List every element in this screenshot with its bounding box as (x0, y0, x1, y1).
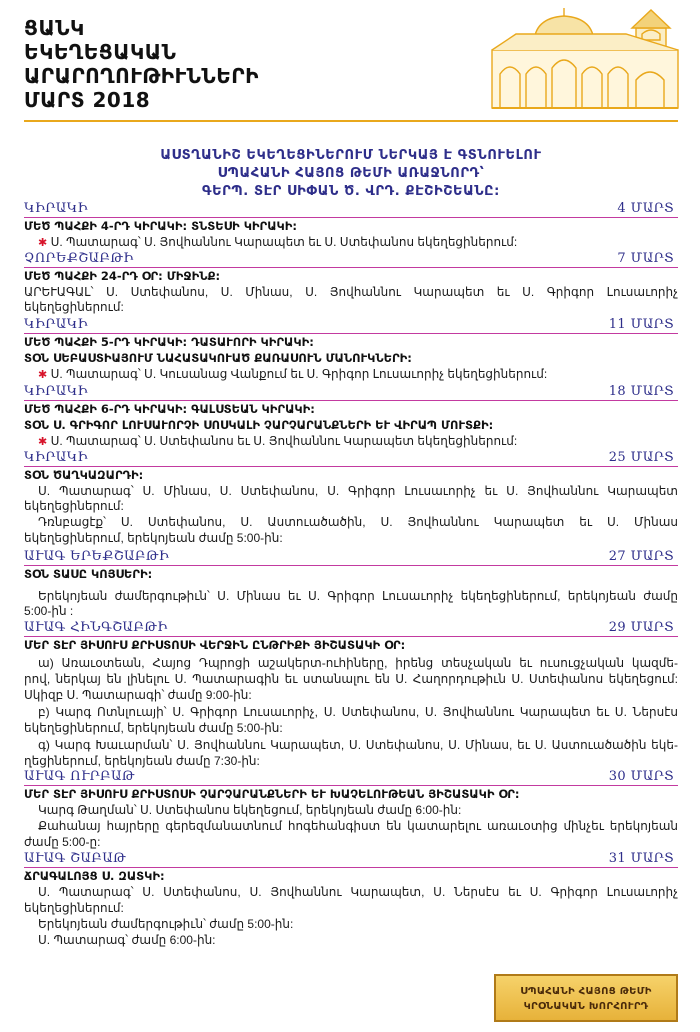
schedule-day-row (24, 768, 678, 786)
schedule-day-row (24, 548, 678, 566)
footer-line: ՍՊԱՀԱՆԻ ՀԱՅՈՑ ԹԵՄԻ (520, 986, 652, 997)
header-divider (24, 120, 678, 122)
headline-line: ԱՍՏՂԱՆԻՇ ԵԿԵՂԵՑԻՆԵՐՈՒՄ ՆԵՐԿԱՅ Է ԳՏՆՈՒԵԼՈՒ (160, 148, 542, 163)
title-line: ՑԱՆԿ (24, 16, 85, 40)
service-line: եկեղեցիներում, երեկոյեան ժամը 5:00-ին: (24, 531, 283, 545)
feast-title: ՄԵԾ ՊԱՀՔԻ 5-ՐԴ ԿԻՐԱԿԻ: ԴԱՏԱՒՈՐԻ ԿԻՐԱԿԻ: (24, 335, 314, 349)
day-date: 27 ՄԱՐՏ (608, 549, 674, 564)
feast-title: ՄԵԾ ՊԱՀՔԻ 24-ՐԴ ՕՐ: ՄԻՋԻՆՔ: (24, 269, 221, 283)
service-line: ղեցիներում, երեկոյեան ժամը 7:30-ին: (24, 754, 260, 768)
service-text: Ս. Պատարագ՝ Ս. Յովհաննու Կարապետ եւ Ս. Ստեփանոս եկեղեցիներում: (50, 235, 518, 249)
star-icon: ✱ (38, 369, 48, 381)
service-line: Երեկոյեան ժամերգութիւն՝ Ս. Մինաս եւ Ս. Գրիգոր Լուսաւորիչ եկեղեցիներում, երեկոյեան ժամը (38, 589, 678, 603)
footer-badge (494, 974, 678, 1022)
service-line: րով, ներկայ են լինելու Ս. Պատարագին եւ ստանալու են Ս. Հաղորդութիւն Ս. Ստեփանոս եկեղեցում: (24, 672, 678, 686)
service-line: Ս. Պատարագ՝ ժամը 6:00-ին: (38, 933, 216, 947)
service-line: եկեղեցիներում: (24, 300, 124, 314)
service-line: Սկիզբ Ս. Պատարագի՝ ժամը 9:00-ին: (24, 688, 252, 702)
feast-title: ՄԵԾ ՊԱՀՔԻ 6-ՐԴ ԿԻՐԱԿԻ: ԳԱԼՍՏԵԱՆ ԿԻՐԱԿԻ: (24, 402, 315, 416)
church-illustration (486, 4, 686, 116)
service-line: եկեղեցիներում, երեկոյեան ժամը 5:00-ին: (24, 721, 283, 735)
service-line: Կարգ Թաղման՝ Ս. Ստեփանոս եկեղեցում, երեկոյեան ժամը 6:00-ին: (38, 803, 462, 817)
service-line: Երեկոյեան ժամերգութիւն՝ ժամը 5:00-ին: (38, 917, 294, 931)
day-name: ԱՒԱԳ ԵՐԵՔՇԱԲԹԻ (24, 549, 170, 564)
day-name: ԱՒԱԳ ՀԻՆԳՇԱԲԹԻ (24, 620, 168, 635)
schedule-day-row (24, 619, 678, 637)
day-date: 7 ՄԱՐՏ (617, 251, 674, 266)
day-name: ԿԻՐԱԿԻ (24, 201, 88, 216)
day-date: 11 ՄԱՐՏ (608, 317, 674, 332)
star-icon: ✱ (38, 436, 48, 448)
page-title (24, 16, 259, 112)
schedule-day-row (24, 200, 678, 218)
day-name: ԿԻՐԱԿԻ (24, 450, 88, 465)
day-date: 4 ՄԱՐՏ (617, 201, 674, 216)
feast-title: ՃՐԱԳԱԼՈՅՑ Ս. ԶԱՏԿԻ: (24, 869, 165, 883)
title-line: ԵԿԵՂԵՑԱԿԱՆ (24, 40, 177, 64)
feast-title: ՏՕՆ ԾԱՂԿԱԶԱՐԴԻ: (24, 468, 144, 482)
day-date: 29 ՄԱՐՏ (608, 620, 674, 635)
day-name: ՉՈՐԵՔՇԱԲԹԻ (24, 251, 134, 266)
headline-line: ՍՊԱՀԱՆԻ ՀԱՅՈՑ ԹԵՄԻ ԱՌԱՋՆՈՐԴ՝ (217, 166, 485, 181)
feast-title: ՏՕՆ ՏԱՍԸ ԿՈՅՍԵՐԻ: (24, 567, 153, 581)
service-line: Ս. Պատարագ՝ Ս. Ստեփանոս, Ս. Յովհաննու Կարապետ, Ս. Ներսէս եւ Ս. Գրիգոր Լուսաւորիչ (38, 885, 678, 899)
schedule-day-row (24, 250, 678, 268)
day-date: 30 ՄԱՐՏ (608, 769, 674, 784)
headline-line: ԳԵՐՊ. ՏԷՐ ՍԻՓԱՆ Ծ. ՎՐԴ. ՔԷՇԻՇԵԱՆԸ: (202, 184, 500, 199)
feast-title: ՄԵԾ ՊԱՀՔԻ 4-ՐԴ ԿԻՐԱԿԻ: ՏՆՏԵՍԻ ԿԻՐԱԿԻ: (24, 219, 298, 233)
service-line: եկեղեցիներում: (24, 499, 124, 513)
feast-title: ՏՕՆ Ս. ԳՐԻԳՈՐ ԼՈՒՍԱՒՈՐՉԻ ՍՈՍԿԱԼԻ ՉԱՐՉԱՐԱՆՔՆԵՐԻ ԵՒ ՎԻՐԱՊ ՄՈՒՏՔԻ: (24, 418, 494, 432)
feast-title: ՄԵՐ ՏԷՐ ՅԻՍՈՒՍ ՔՐԻՍՏՈՍԻ ՎԵՐՋԻՆ ԸՆԹՐԻՔԻ ՅԻՇԱՏԱԿԻ ՕՐ: (24, 638, 406, 652)
footer-line: ԿՐՕՆԱԿԱՆ ԽՈՐՀՈՒՐԴ (523, 1001, 649, 1012)
service-line: Քահանայ հայրերը գերեզմանատնում հոգեհանգիստ են կատարելու առաւօտից մինչեւ երեկոյեան (38, 819, 678, 833)
service-line: 5:00-ին : (24, 604, 74, 618)
star-icon: ✱ (38, 237, 48, 249)
day-name: ԱՒԱԳ ՈՒՐԲԱԹ (24, 769, 135, 784)
service-text: Ս. Պատարագ՝ Ս. Ստեփանոս եւ Ս. Յովհաննու Կարապետ եկեղեցիներում: (50, 434, 518, 448)
day-date: 18 ՄԱՐՏ (608, 384, 674, 399)
service-line: Դռնբացէք՝ Ս. Ստեփանոս, Ս. Աստուածածին, Ս. Յովհաննու Կարապետ եւ Ս. Մինաս (38, 515, 678, 529)
day-date: 25 ՄԱՐՏ (608, 450, 674, 465)
schedule-day-row (24, 850, 678, 868)
service-line: եկեղեցիներում: (24, 901, 124, 915)
day-name: ԿԻՐԱԿԻ (24, 317, 88, 332)
day-date: 31 ՄԱՐՏ (608, 851, 674, 866)
service-line: գ) Կարգ Խաւարման՝ Ս. Յովհաննու Կարապետ, Ս. Ստեփանոս, Ս. Մինաս, եւ Ս. Աստուածածին եկե- (38, 738, 678, 752)
service-line: Ս. Պատարագ՝ Ս. Մինաս, Ս. Ստեփանոս, Ս. Գրիգոր Լուսաւորիչ եւ Ս. Յովհաննու Կարապետ (38, 484, 678, 498)
feast-title: ՄԵՐ ՏԷՐ ՅԻՍՈՒՍ ՔՐԻՍՏՈՍԻ ՉԱՐՉԱՐԱՆՔՆԵՐԻ ԵՒ ԽԱՉԵԼՈՒԹԵԱՆ ՅԻՇԱՏԱԿԻ ՕՐ: (24, 787, 520, 801)
service-line: բ) Կարգ Ոտնլուայի՝ Ս. Գրիգոր Լուսաւորիչ, Ս. Ստեփանոս, Ս. Յովհաննու Կարապետ եւ Ս. Ներսէս (38, 705, 678, 719)
service-line: ԱՐԵՒԱԳԱԼ՝ Ս. Ստեփանոս, Ս. Մինաս, Ս. Յովհաննու Կարապետ եւ Ս. Գրիգոր Լուսաւորիչ (24, 285, 678, 299)
day-name: ԿԻՐԱԿԻ (24, 384, 88, 399)
schedule-day-row (24, 383, 678, 401)
service-line: ա) Առաւօտեան, Հայոց Դպրոցի աշակերտ-ուհիները, իրենց տեսչական եւ ուսուցչական կազմե- (38, 656, 678, 670)
service-line (38, 367, 678, 383)
day-name: ԱՒԱԳ ՇԱԲԱԹ (24, 851, 127, 866)
service-line (38, 434, 678, 450)
schedule-day-row (24, 316, 678, 334)
title-line: ԱՐԱՐՈՂՈՒԹԻՒՆՆԵՐԻ (24, 64, 259, 88)
service-line: ժամը 5:00-ը: (24, 835, 101, 849)
title-line: ՄԱՐՏ 2018 (24, 88, 151, 112)
schedule-day-row (24, 449, 678, 467)
service-text: Ս. Պատարագ՝ Ս. Կուսանաց Վանքում եւ Ս. Գրիգոր Լուսաւորիչ եկեղեցիներում: (50, 367, 548, 381)
service-line (38, 235, 678, 251)
feast-title: ՏՕՆ ՍԵԲԱՍՏԻԱՅՈՒՄ ՆԱՀԱՏԱԿՈՒԱԾ ՔԱՌԱՍՈՒՆ ՄԱՆՈՒԿՆԵՐԻ: (24, 351, 412, 365)
